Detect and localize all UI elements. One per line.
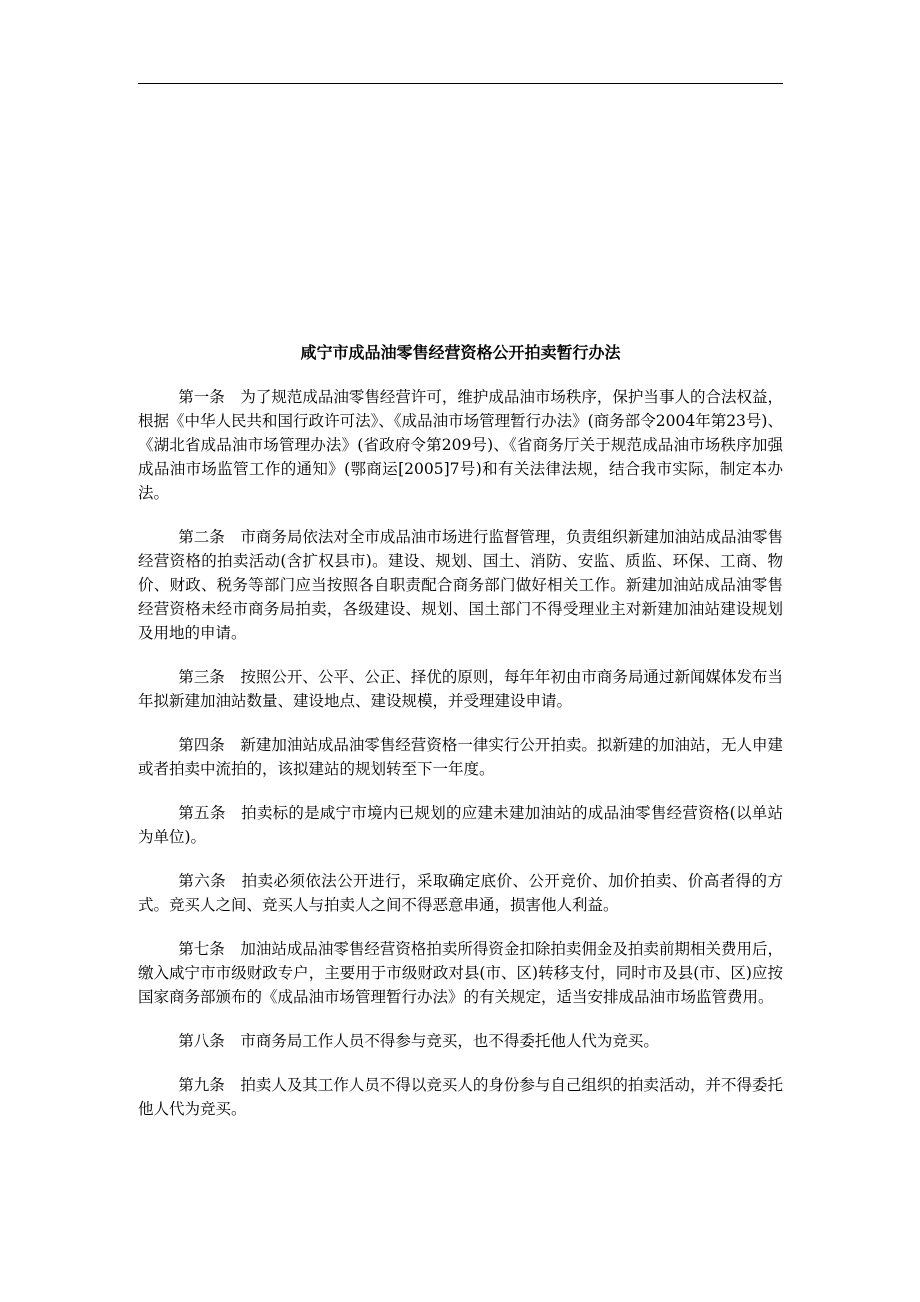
article-text: 拍卖标的是咸宁市境内已规划的应建未建加油站的成品油零售经营资格(以单站为单位)。 [138,804,783,846]
article-5 [138,801,783,849]
article-text: 按照公开、公平、公正、择优的原则，每年年初由市商务局通过新闻媒体发布当年拟新建加油站数量、建设地点、建设规模，并受理建设申请。 [138,668,783,710]
article-1 [138,385,783,505]
article-9 [138,1073,783,1121]
article-2 [138,525,783,645]
article-text: 市商务局工作人员不得参与竞买，也不得委托他人代为竞买。 [240,1032,659,1050]
article-text: 拍卖人及其工作人员不得以竞买人的身份参与自己组织的拍卖活动，并不得委托他人代为竞买。 [138,1076,783,1118]
header-rule [138,83,783,84]
article-number: 第四条 [178,736,225,754]
article-4 [138,733,783,781]
article-number: 第九条 [178,1076,225,1094]
article-number: 第八条 [178,1032,225,1050]
article-text: 加油站成品油零售经营资格拍卖所得资金扣除拍卖佣金及拍卖前期相关费用后，缴入咸宁市市级财政专户，主要用于市级财政对县(市、区)转移支付，同时市及县(市、区)应按国家商务部颁布的《成品油市场管理暂行办法》的有关规定，适当安排成品油市场监管费用。 [138,940,783,1006]
article-6 [138,869,783,917]
article-text: 新建加油站成品油零售经营资格一律实行公开拍卖。拟新建的加油站，无人申建或者拍卖中流拍的，该拟建站的规划转至下一年度。 [138,736,783,778]
article-number: 第一条 [178,388,225,406]
article-3 [138,665,783,713]
article-text: 市商务局依法对全市成品油市场进行监督管理，负责组织新建加油站成品油零售经营资格的拍卖活动(含扩权县市)。建设、规划、国土、消防、安监、质监、环保、工商、物价、财政、税务等部门应当按照各自职责配合商务部门做好相关工作。新建加油站成品油零售经营资格未经市商务局拍卖，各级建设、规划、国土部门不得受理业主对新建加油站建设规划及用地的申请。 [138,528,783,642]
article-text: 为了规范成品油零售经营许可，维护成品油市场秩序，保护当事人的合法权益，根据《中华人民共和国行政许可法》、《成品油市场管理暂行办法》(商务部令2004年第23号)、《湖北省成品油市场管理办法》(省政府令第209号)、《省商务厅关于规范成品油市场秩序加强成品油市场监管工作的通知》(鄂商运[2005]7号)和有关法律法规，结合我市实际，制定本办法。 [138,388,783,502]
article-number: 第三条 [178,668,225,686]
document-body [138,385,783,1141]
article-number: 第二条 [178,528,225,546]
article-number: 第五条 [178,804,226,822]
document-title: 咸宁市成品油零售经营资格公开拍卖暂行办法 [300,343,621,362]
article-7 [138,937,783,1009]
article-number: 第六条 [178,872,227,890]
article-number: 第七条 [178,940,225,958]
article-text: 拍卖必须依法公开进行，采取确定底价、公开竞价、加价拍卖、价高者得的方式。竞买人之间、竞买人与拍卖人之间不得恶意串通，损害他人利益。 [138,872,783,914]
article-8 [138,1029,783,1053]
